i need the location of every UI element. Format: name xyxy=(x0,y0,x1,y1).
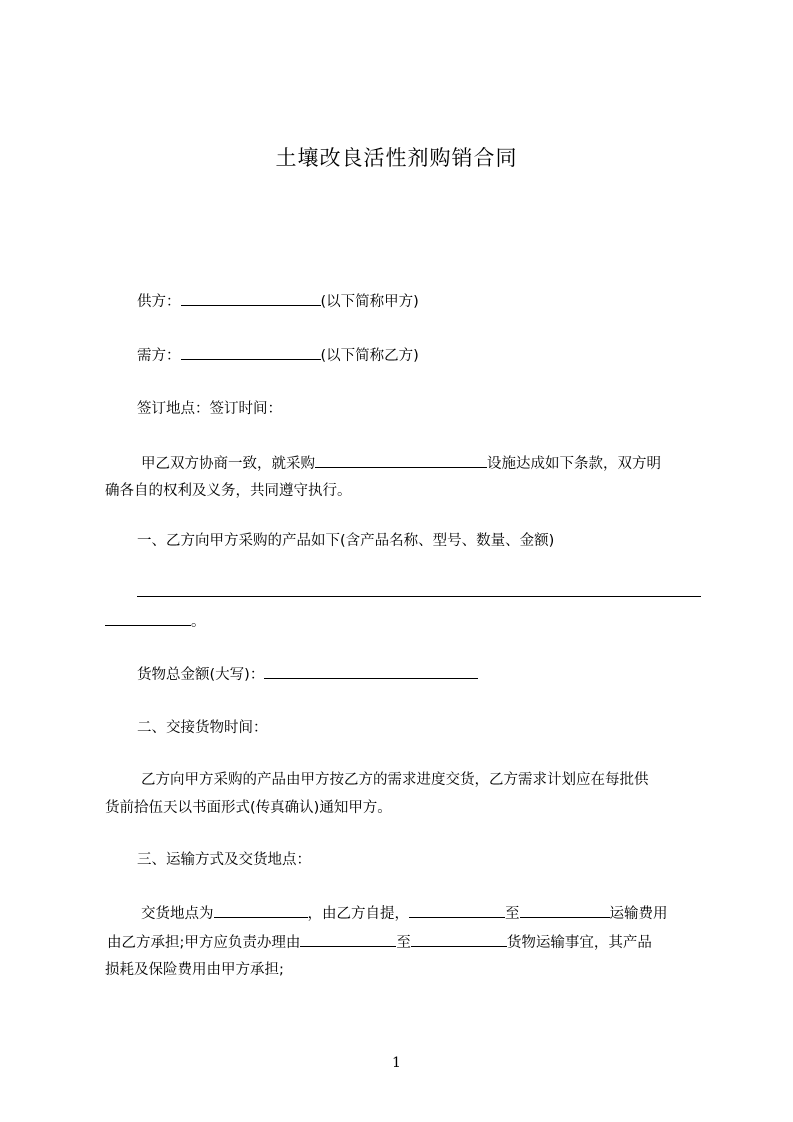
section-1-heading: 一、乙方向甲方采购的产品如下(含产品名称、型号、数量、金额) xyxy=(137,533,555,549)
section-2-para-2: 货前拾伍天以书面形式(传真确认)通知甲方。 xyxy=(105,800,392,816)
self-pickup-text: ，由乙方自提， xyxy=(307,906,409,922)
section-3-line-1 xyxy=(141,903,668,924)
goods-transport-text: 货物运输事宜，其产品 xyxy=(506,935,652,951)
section-2-para-1: 乙方向甲方采购的产品由甲方按乙方的需求进度交货，乙方需求计划应在每批供 xyxy=(141,772,649,788)
supplier-label: 供方： xyxy=(137,294,181,310)
freight-text: 运输费用 xyxy=(609,906,668,922)
product-end-mark: 。 xyxy=(191,614,206,630)
product-blank-line-1 xyxy=(137,582,701,603)
page-number: 1 xyxy=(392,1055,401,1071)
to-text-2: 至 xyxy=(396,935,411,951)
supplier-suffix: (以下简称甲方) xyxy=(320,294,419,310)
supplier-line xyxy=(137,291,419,312)
section-3-line-3: 损耗及保险费用由甲方承担; xyxy=(105,962,284,978)
intro-blank xyxy=(315,453,487,468)
to-text-1: 至 xyxy=(505,906,520,922)
section-3-heading: 三、运输方式及交货地点： xyxy=(137,852,311,868)
product-blank-1 xyxy=(137,582,701,597)
buyer-label: 需方： xyxy=(137,348,181,364)
delivery-place-blank xyxy=(214,903,308,918)
amount-line xyxy=(137,664,478,685)
to-blank-2 xyxy=(411,932,507,947)
intro-text-a: 甲乙双方协商一致，就采购 xyxy=(141,456,315,472)
intro-line-2: 确各自的权利及义务，共同遵守执行。 xyxy=(105,483,352,499)
sign-line: 签订地点：签订时间： xyxy=(137,401,282,417)
product-blank-line-2 xyxy=(105,611,206,632)
delivery-place-label: 交货地点为 xyxy=(141,906,214,922)
intro-line-1 xyxy=(141,453,661,474)
amount-blank xyxy=(264,664,478,679)
supplier-blank xyxy=(181,291,321,306)
to-blank-1 xyxy=(520,903,610,918)
intro-text-b: 设施达成如下条款，双方明 xyxy=(487,456,661,472)
transport-text: 由乙方承担;甲方应负责办理由 xyxy=(107,935,301,951)
amount-label: 货物总金额(大写)： xyxy=(137,667,265,683)
section-2-heading: 二、交接货物时间： xyxy=(137,720,268,736)
buyer-blank xyxy=(181,345,321,360)
contract-title: 土壤改良活性剂购销合同 xyxy=(275,146,518,170)
buyer-suffix: (以下简称乙方) xyxy=(320,348,419,364)
buyer-line xyxy=(137,345,419,366)
from-blank-2 xyxy=(300,932,396,947)
from-blank-1 xyxy=(409,903,505,918)
section-3-line-2 xyxy=(107,932,652,953)
product-blank-2 xyxy=(105,611,191,626)
